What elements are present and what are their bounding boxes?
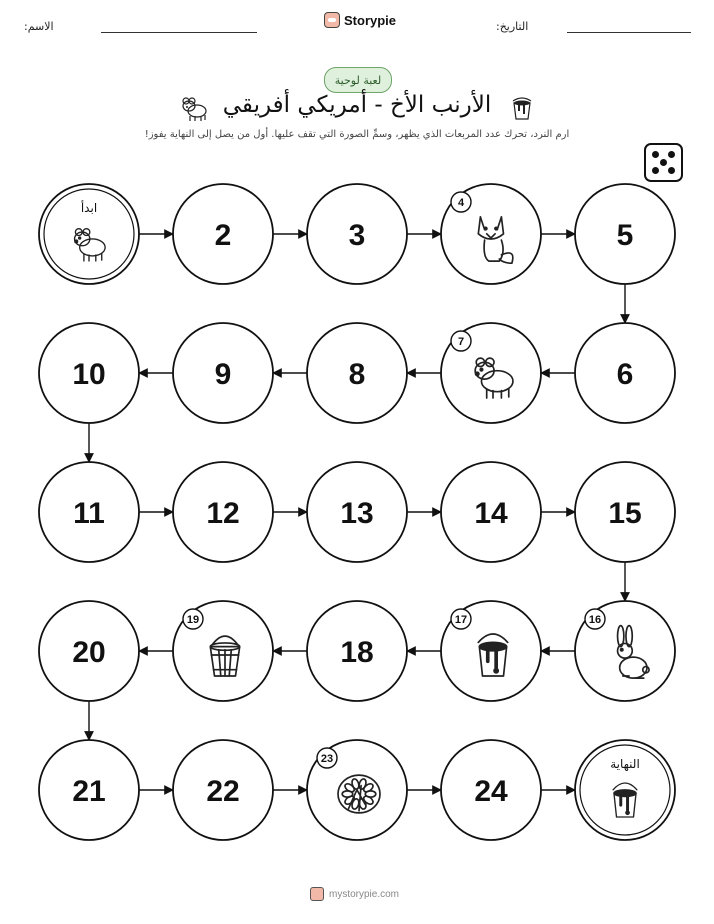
board-square[interactable] [307,323,407,423]
brand-name: Storypie [344,12,397,28]
board-square[interactable] [441,740,541,840]
square-number: 17 [454,614,468,626]
square-number: 15 [608,497,642,530]
square-number: 5 [616,219,634,252]
board-square[interactable] [173,184,273,284]
game-type-badge: لعبة لوحية [324,67,392,93]
board-square[interactable] [441,462,541,562]
board-square[interactable] [575,184,675,284]
storypie-logo-icon [310,887,324,901]
square-number: 22 [206,775,240,808]
board-square[interactable] [173,462,273,562]
board-square[interactable] [575,601,675,701]
square-number: 18 [340,636,374,669]
start-label: ابدأ [80,201,98,215]
board-square[interactable] [39,462,139,562]
board-square[interactable] [39,740,139,840]
board-square[interactable] [441,184,541,284]
square-number: 19 [186,614,200,626]
board-square[interactable] [173,601,273,701]
board-square[interactable] [39,601,139,701]
date-label: التاريخ: [496,20,529,33]
end-label: النهاية [610,757,640,771]
square-number: 3 [348,219,366,252]
square-number: 10 [72,358,106,391]
square-number: 13 [340,497,374,530]
square-number: 21 [72,775,106,808]
square-number: 16 [588,614,602,626]
board-square[interactable] [575,462,675,562]
board-square[interactable] [39,323,139,423]
footer [310,887,399,901]
square-number: 14 [474,497,508,530]
board-square[interactable] [307,462,407,562]
board-square[interactable] [575,323,675,423]
board-square[interactable] [307,184,407,284]
square-number: 8 [348,358,366,391]
board-square[interactable] [441,323,541,423]
board-square[interactable] [173,740,273,840]
start-square[interactable] [39,184,139,284]
square-number: 7 [457,336,465,348]
square-number: 23 [320,753,334,765]
square-number: 24 [474,775,508,808]
square-number: 2 [214,219,232,252]
square-number: 6 [616,358,634,391]
board-square[interactable] [307,601,407,701]
page-title: الأرنب الأخ - أمريكي أفريقي [222,92,492,118]
square-number: 4 [457,197,465,209]
board-square[interactable] [173,323,273,423]
name-label: الاسم: [24,20,54,33]
square-number: 11 [73,497,105,530]
board-square[interactable] [307,740,407,840]
footer-url[interactable]: mystorypie.com [329,888,400,900]
square-number: 20 [72,636,106,669]
square-number: 12 [206,497,240,530]
board-square[interactable] [441,601,541,701]
finish-square[interactable] [575,740,675,840]
square-number: 9 [214,358,232,391]
instructions: ارم النرد، تحرك عدد المربعات الذي يظهر، وسمِّ الصورة التي تقف عليها. أول من يصل إلى النهاية يفوز! [144,129,570,140]
